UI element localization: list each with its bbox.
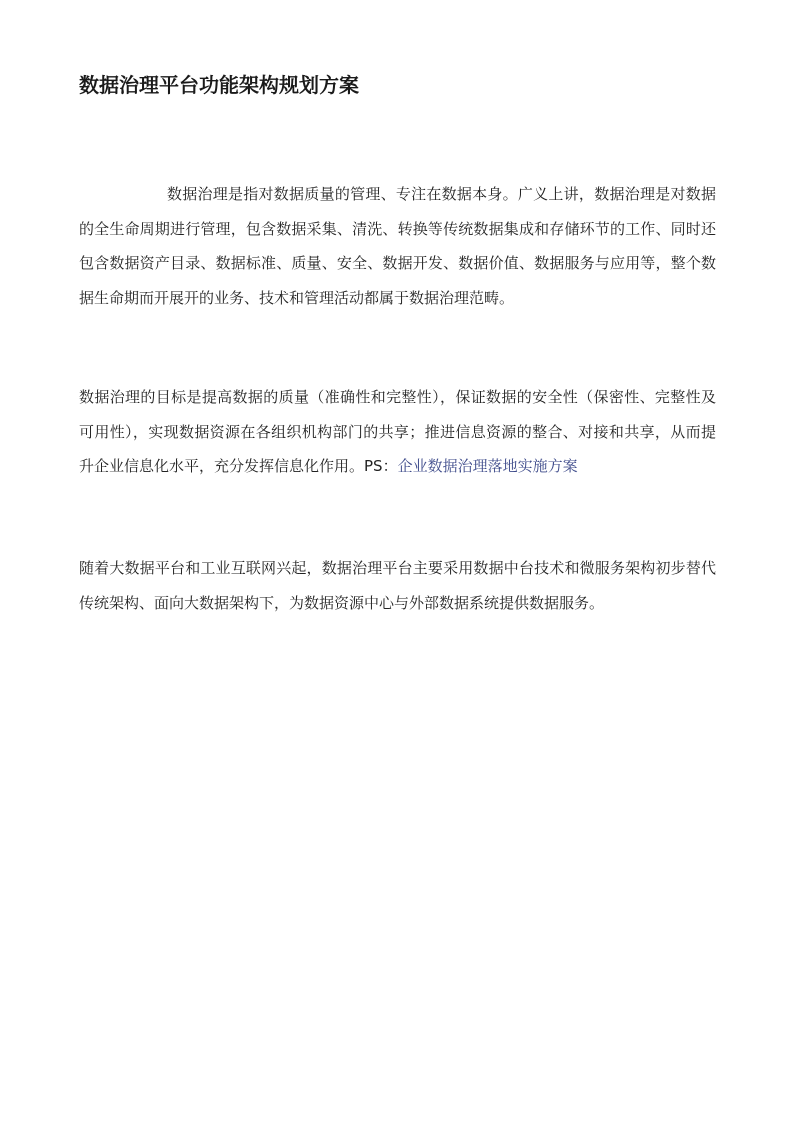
implementation-plan-link[interactable]: 企业数据治理落地实施方案 [397,457,578,475]
page-title: 数据治理平台功能架构规划方案 [79,73,359,97]
paragraph-goals [79,380,716,484]
paragraph-goals-text: 数据治理的目标是提高数据的质量（准确性和完整性），保证数据的安全性（保密性、完整性及可用性），实现数据资源在各组织机构部门的共享；推进信息资源的整合、对接和共享，从而提升企业信息化水平，充分发挥信息化作用。PS： [79,388,716,475]
paragraph-definition: 数据治理是指对数据质量的管理、专注在数据本身。广义上讲，数据治理是对数据的全生命周期进行管理，包含数据采集、清洗、转换等传统数据集成和存储环节的工作、同时还包含数据资产目录、数据标准、质量、安全、数据开发、数据价值、数据服务与应用等，整个数据生命期而开展开的业务、技术和管理活动都属于数据治理范畴。 [79,185,716,307]
paragraph-trend: 随着大数据平台和工业互联网兴起，数据治理平台主要采用数据中台技术和微服务架构初步替代传统架构、面向大数据架构下，为数据资源中心与外部数据系统提供数据服务。 [79,559,716,612]
